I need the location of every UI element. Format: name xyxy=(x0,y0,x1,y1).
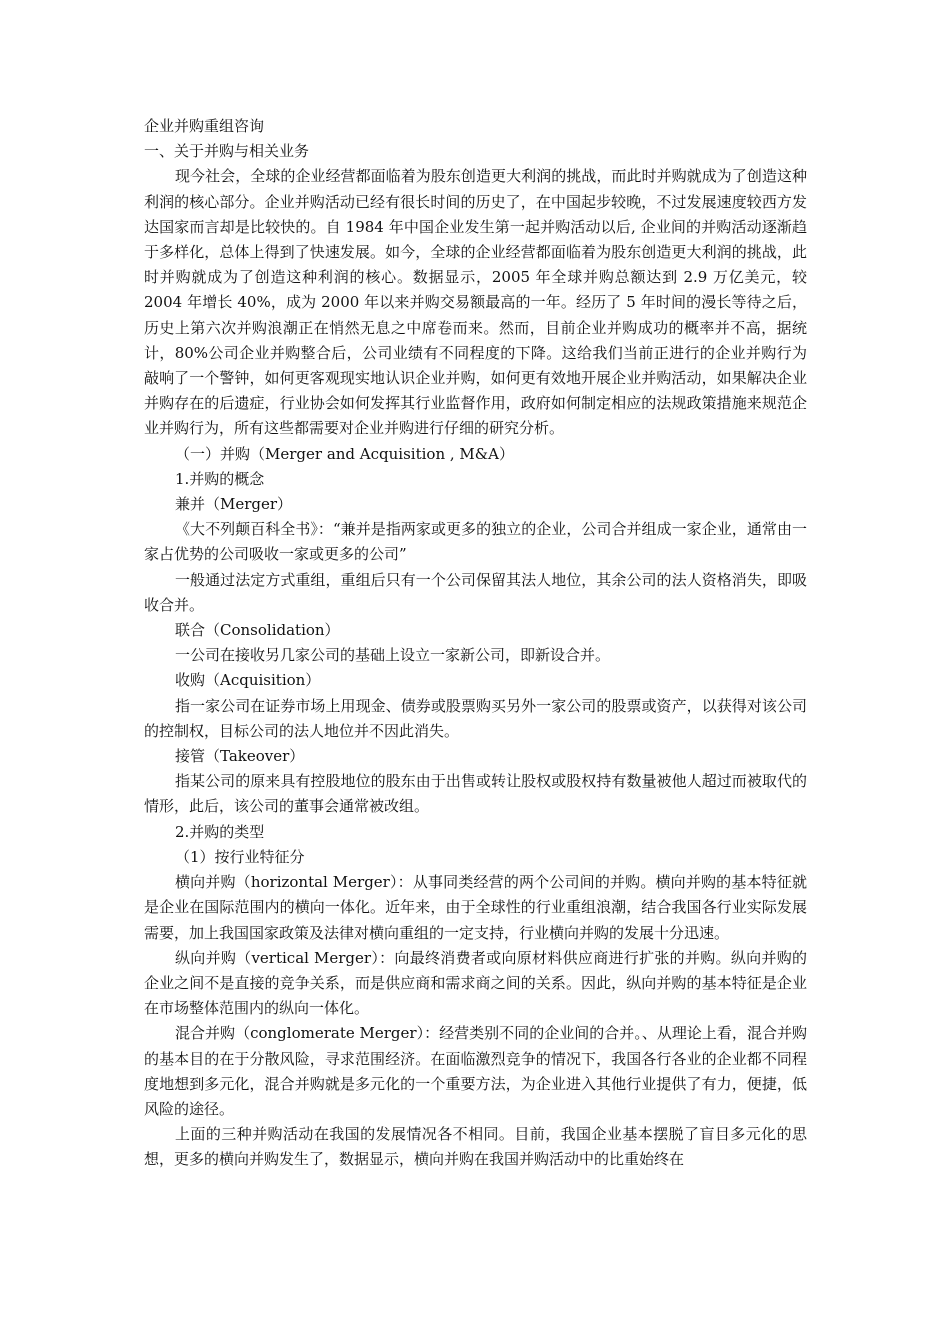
takeover-heading: 接管（Takeover） xyxy=(175,747,305,766)
acquisition-heading: 收购（Acquisition） xyxy=(175,671,321,690)
absorption-paragraph: 一般通过法定方式重组，重组后只有一个公司保留其法人地位，其余公司的法人资格消失，即吸收合并。 xyxy=(144,570,807,614)
horizontal-merger-paragraph: 横向并购（horizontal Merger）：从事同类经营的两个公司间的并购。横向并购的基本特征就是企业在国际范围内的横向一体化。近年来，由于全球性的行业重组浪潮，结合我国各行业实际发展需要，加上我国国家政策及法律对横向重组的一定支持，行业横向并购的发展十分迅速。 xyxy=(144,873,807,942)
consolidation-paragraph: 一公司在接收另几家公司的基础上设立一家新公司，即新设合并。 xyxy=(175,646,611,665)
document-title: 企业并购重组咨询 xyxy=(144,117,265,135)
subsection-heading: （一）并购（Merger and Acquisition , M&A） xyxy=(175,444,514,463)
by-industry-heading: （1）按行业特征分 xyxy=(175,847,305,866)
development-paragraph: 上面的三种并购活动在我国的发展情况各不相同。目前，我国企业基本摆脱了盲目多元化的思想，更多的横向并购发生了，数据显示，横向并购在我国并购活动中的比重始终在 xyxy=(144,1125,807,1169)
document-page xyxy=(144,114,807,1173)
intro-paragraph: 现今社会，全球的企业经营都面临着为股东创造更大利润的挑战，而此时并购就成为了创造这种利润的核心部分。企业并购活动已经有很长时间的历史了，在中国起步较晚，不过发展速度较西方发达国家而言却是比较快的。自 1984 年中国企业发生第一起并购活动以后, 企业间的并购活动逐渐趋于多样化，总体上得到了快速发展。如今，全球的企业经营都面临着为股东创造更大利润的挑战，此时并购就成为了创造这种利润的核心。数据显示，2005 年全球并购总额达到 2.9 万亿美元，较 2004 年增长 40%，成为 2000 年以来并购交易额最高的一年。经历了 5 年时间的漫长等待之后，历史上第六次并购浪潮正在悄然无息之中席卷而来。然而，目前企业并购成功的概率并不高，据统计，80%公司企业并购整合后，公司业绩有不同程度的下降。这给我们当前正进行的企业并购行为敲响了一个警钟，如何更客观现实地认识企业并购，如何更有效地开展企业并购活动，如果解决企业并购存在的后遗症，行业协会如何发挥其行业监督作用，政府如何制定相应的法规政策措施来规范企业并购行为，所有这些都需要对企业并购进行仔细的研究分析。 xyxy=(144,167,807,438)
britannica-quote: 《大不列颠百科全书》：“兼并是指两家或更多的独立的企业，公司合并组成一家企业，通常由一家占优势的公司吸收一家或更多的公司” xyxy=(144,520,807,564)
takeover-paragraph: 指某公司的原来具有控股地位的股东由于出售或转让股权或股权持有数量被他人超过而被取代的情形，此后，该公司的董事会通常被改组。 xyxy=(144,772,807,816)
types-heading: 2.并购的类型 xyxy=(175,822,265,841)
section-heading: 一、关于并购与相关业务 xyxy=(144,142,310,161)
conglomerate-merger-paragraph: 混合并购（conglomerate Merger）：经营类别不同的企业间的合并。、从理论上看，混合并购的基本目的在于分散风险，寻求范围经济。在面临激烈竞争的情况下，我国各行各业的企业都不同程度地想到多元化，混合并购就是多元化的一个重要方法，为企业进入其他行业提供了有力，便捷，低风险的途径。 xyxy=(144,1024,807,1118)
consolidation-heading: 联合（Consolidation） xyxy=(175,621,340,640)
vertical-merger-paragraph: 纵向并购（vertical Merger）：向最终消费者或向原材料供应商进行扩张的并购。纵向并购的企业之间不是直接的竞争关系，而是供应商和需求商之间的关系。因此，纵向并购的基本特征是企业在市场整体范围内的纵向一体化。 xyxy=(144,948,807,1018)
concept-heading: 1.并购的概念 xyxy=(175,469,265,488)
acquisition-paragraph: 指一家公司在证券市场上用现金、债券或股票购买另外一家公司的股票或资产，以获得对该公司的控制权，目标公司的法人地位并不因此消失。 xyxy=(144,696,807,740)
merger-heading: 兼并（Merger） xyxy=(175,495,293,514)
